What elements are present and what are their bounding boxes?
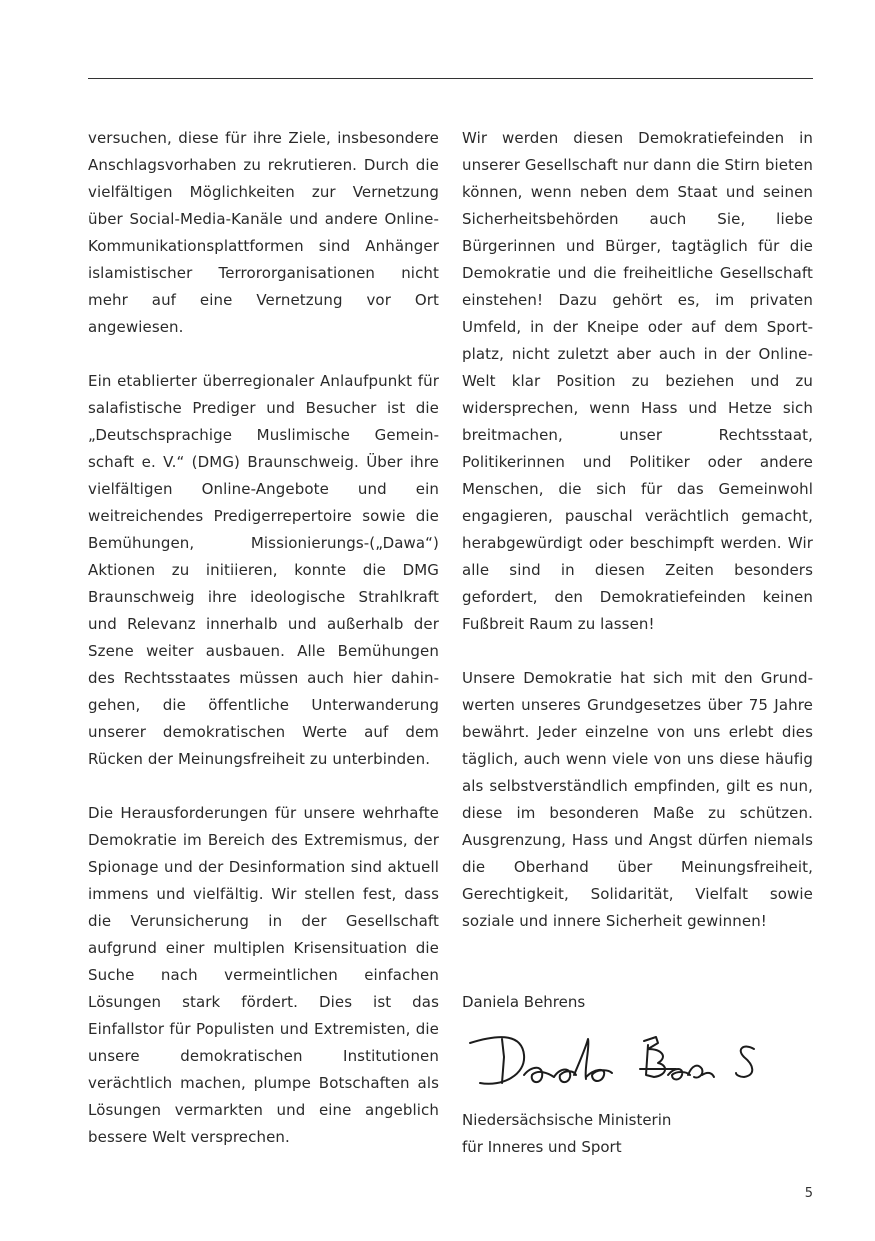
left-paragraph-3: Die Herausforderungen für unsere wehrhafte Demokratie im Bereich des Extremismus, der Spionage und der Desinformation sind aktuell immens und vielfältig. Wir stellen fest, dass die Verunsicherung in der Gesellschaft aufgrund einer multiplen Krisensituation die Suche nach vermeintlichen einfachen Lösungen stark fördert. Dies ist das Einfallstor für Populisten und Extremisten, die unsere demokratischen Institutionen verächtlich machen, plumpe Botschaften als Lösungen vermarkten und eine angeblich bessere Welt versprechen. (88, 804, 439, 1146)
left-paragraph-1: versuchen, diese für ihre Ziele, insbesondere Anschlagsvorhaben zu rekrutieren. Durch die vielfältigen Möglichkeiten zur Vernetzung über Social-Media-Kanäle und andere Online-Kommunikationsplattformen sind Anhänger islamistischer Terrororganisationen nicht mehr auf eine Vernetzung vor Ort angewiesen. (88, 129, 439, 336)
signature-icon (462, 1025, 792, 1091)
left-column (88, 125, 439, 1178)
signer-title-line-1: Niedersächsische Ministerin (462, 1111, 672, 1129)
right-column (462, 125, 813, 1161)
header-rule (88, 78, 813, 79)
right-paragraph-1: Wir werden diesen Demokratiefeinden in unserer Gesellschaft nur dann die Stirn bieten können, wenn neben dem Staat und seinen Sicherheitsbehörden auch Sie, liebe Bürgerinnen und Bürger, tagtäglich für die Demokratie und die freiheitliche Gesellschaft einstehen! Dazu gehört es, im privaten Umfeld, in der Kneipe oder auf dem Sportplatz, nicht zuletzt aber auch in der Online-Welt klar Position zu beziehen und zu widersprechen, wenn Hass und Hetze sich breitmachen, unser Rechtsstaat, Politikerinnen und Politiker oder andere Menschen, die sich für das Gemeinwohl engagieren, pauschal verächtlich gemacht, herabgewürdigt oder beschimpft werden. Wir alle sind in diesen Zeiten besonders gefordert, den Demokratiefeinden keinen Fußbreit Raum zu lassen! (462, 129, 813, 633)
right-paragraph-2: Unsere Demokratie hat sich mit den Grundwerten unseres Grundgesetzes über 75 Jahre bewährt. Jeder einzelne von uns erlebt dies täglich, auch wenn viele von uns diese häufig als selbstverständlich empfinden, gilt es nun, diese im besonderen Maße zu schützen. Ausgrenzung, Hass und Angst dürfen niemals die Oberhand über Meinungsfreiheit, Gerechtigkeit, Solidarität, Vielfalt sowie soziale und innere Sicherheit gewinnen! (462, 669, 813, 930)
left-paragraph-2: Ein etablierter überregionaler Anlaufpunkt für salafistische Prediger und Besucher ist die „Deutschsprachige Muslimische Gemeinschaft e. V.“ (DMG) Braunschweig. Über ihre vielfältigen Online-Angebote und ein weitreichendes Predigerrepertoire sowie die Bemühungen, Missionierungs-(„Dawa“) Aktionen zu initiieren, konnte die DMG Braunschweig ihre ideologische Strahlkraft und Relevanz innerhalb und außerhalb der Szene weiter ausbauen. Alle Bemühungen des Rechtsstaates müssen auch hier dahingehen, die öffentliche Unterwanderung unserer demokratischen Werte auf dem Rücken der Meinungsfreiheit zu unterbinden. (88, 372, 439, 768)
page-number: 5 (804, 1186, 813, 1201)
signoff-block (462, 989, 813, 1161)
signer-title-line-2: für Inneres und Sport (462, 1138, 622, 1156)
signer-name: Daniela Behrens (462, 993, 586, 1011)
